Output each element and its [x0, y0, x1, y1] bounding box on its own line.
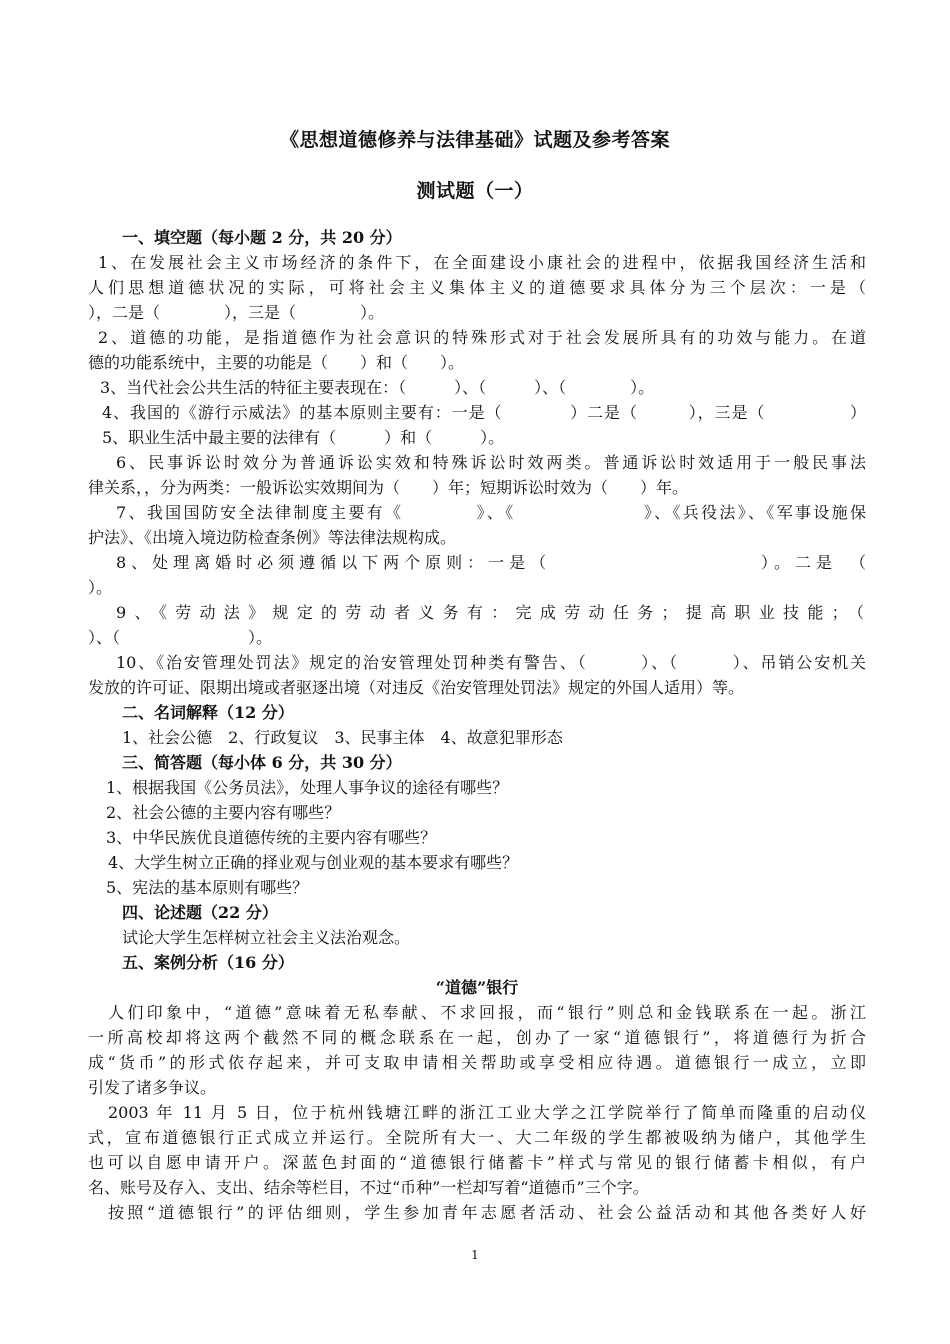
case-text-line: 人们印象中，“道德”意味着无私奉献、不求回报，而“银行”则总和金钱联系在一起。浙江: [108, 1003, 866, 1022]
question-line: 1、在发展社会主义市场经济的条件下，在全面建设小康社会的进程中，依据我国经济生活和: [98, 253, 866, 272]
page-number: 1: [471, 1248, 479, 1262]
question-line: 4、我国的《游行示威法》的基本原则主要有：一是（ ）二是（ ），三是（ ）: [102, 403, 866, 422]
question-line: 护法》、《出境入境边防检查条例》等法律法规构成。: [88, 528, 457, 547]
section-heading-terms: 二、名词解释（12 分）: [122, 703, 294, 722]
short-answer-item: 5、宪法的基本原则有哪些？: [106, 878, 309, 897]
document-subtitle: 测试题（一）: [416, 180, 534, 202]
section-heading-short-answer: 三、简答题（每小体 6 分，共 30 分）: [122, 753, 402, 772]
short-answer-item: 3、中华民族优良道德传统的主要内容有哪些？: [106, 828, 437, 847]
short-answer-item: 4、大学生树立正确的择业观与创业观的基本要求有哪些？: [108, 853, 519, 872]
case-text-line: 名、账号及存入、支出、结余等栏目，不过“币种”一栏却写着“道德币”三个字。: [88, 1178, 649, 1197]
document-body: [88, 225, 866, 1225]
section-heading-essay: 四、论述题（22 分）: [122, 903, 278, 922]
case-text-line: 按照“道德银行”的评估细则，学生参加青年志愿者活动、社会公益活动和其他各类好人好: [108, 1203, 866, 1222]
question-line: 发放的许可证、限期出境或者驱逐出境（对违反《治安管理处罚法》规定的外国人适用）等。: [88, 678, 745, 697]
question-line: 10、《治安管理处罚法》规定的治安管理处罚种类有警告、（ ）、（ ）、吊销公安机关: [116, 653, 866, 672]
question-line: 律关系，，分为两类：一般诉讼实效期间为（ ）年；短期诉讼时效为（ ）年。: [88, 478, 689, 497]
question-line: 3、当代社会公共生活的特征主要表现在：（ ）、（ ）、（ ）。: [100, 378, 655, 397]
question-line: 6、民事诉讼时效分为普通诉讼实效和特殊诉讼时效两类。普通诉讼时效适用于一般民事法: [116, 453, 866, 472]
section-heading-fill-blank: 一、填空题（每小题 2 分，共 20 分）: [122, 228, 402, 247]
question-line: 9、《劳动法》规定的劳动者义务有：完成劳动任务；提高职业技能；（: [116, 603, 866, 622]
case-text-line: 引发了诸多争议。: [88, 1078, 217, 1097]
question-line: ）、（ ）。: [88, 628, 273, 647]
terms-line: 1、社会公德 2、行政复议 3、民事主体 4、故意犯罪形态: [122, 728, 563, 747]
question-line: 德的功能系统中，主要的功能是（ ）和（ ）。: [88, 353, 465, 372]
case-text-line: 成“货币”的形式依存起来，并可支取申请相关帮助或享受相应待遇。道德银行一成立，立即: [88, 1053, 866, 1072]
document-title: 《思想道德修养与法律基础》试题及参考答案: [279, 129, 670, 151]
case-text-line: 2003 年 11 月 5 日，位于杭州钱塘江畔的浙江工业大学之江学院举行了简单而隆重的启动仪: [108, 1103, 866, 1122]
short-answer-item: 1、根据我国《公务员法》，处理人事争议的途径有哪些？: [106, 778, 509, 797]
case-text-line: 也可以自愿申请开户。深蓝色封面的“道德银行储蓄卡”样式与常见的银行储蓄卡相似，有户: [88, 1153, 866, 1172]
question-line: ）。: [88, 578, 113, 597]
short-answer-item: 2、社会公德的主要内容有哪些？: [106, 803, 341, 822]
question-line: ），二是（ ），三是（ ）。: [88, 303, 385, 322]
essay-question: 试论大学生怎样树立社会主义法治观念。: [122, 928, 411, 947]
question-line: 8、处理离婚时必须遵循以下两个原则：一是（ ）。二是 （: [116, 553, 866, 572]
section-heading-case: 五、案例分析（16 分）: [122, 953, 294, 972]
question-line: 2、道德的功能，是指道德作为社会意识的特殊形式对于社会发展所具有的功效与能力。在道: [98, 328, 866, 347]
question-line: 7、我国国防安全法律制度主要有《 》、《 》、《兵役法》、《军事设施保: [116, 503, 866, 522]
question-line: 人们思想道德状况的实际，可将社会主义集体主义的道德要求具体分为三个层次：一是（: [88, 278, 866, 297]
case-title: “道德”银行: [435, 978, 519, 997]
case-text-line: 式，宣布道德银行正式成立并运行。全院所有大一、大二年级的学生都被吸纳为储户，其他学生: [88, 1128, 866, 1147]
question-line: 5、职业生活中最主要的法律有（ ）和（ ）。: [102, 428, 505, 447]
case-text-line: 一所高校却将这两个截然不同的概念联系在一起，创办了一家“道德银行”，将道德行为折合: [88, 1028, 866, 1047]
